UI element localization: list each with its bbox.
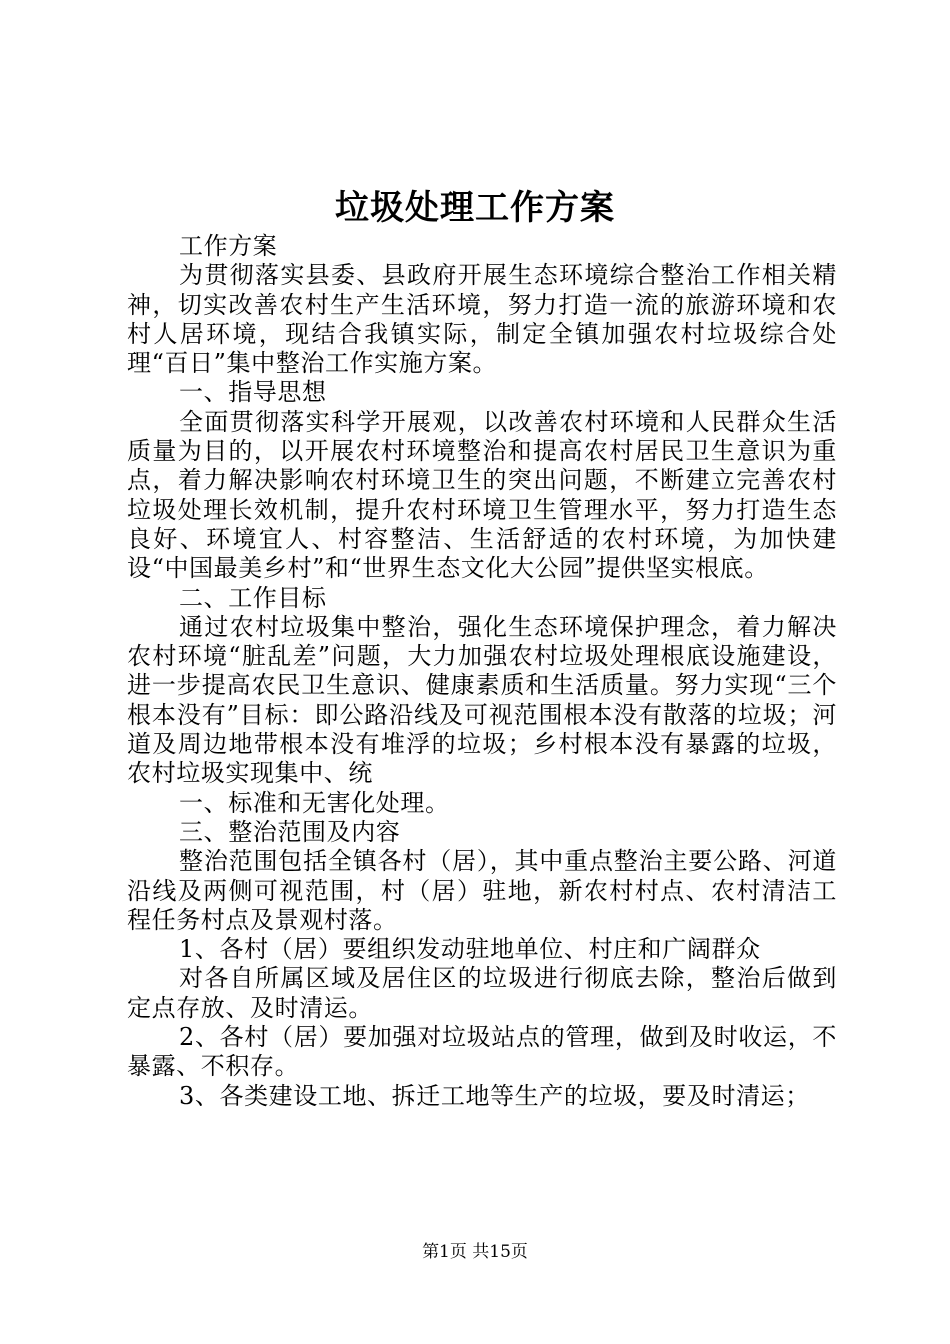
page-footer: 第1页 共15页 (422, 1242, 528, 1262)
paragraph: 一、标准和无害化处理。 (179, 788, 450, 817)
section-heading: 二、工作目标 (179, 583, 327, 612)
paragraph: 1、各村（居）要组织发动驻地单位、村庄和广阔群众 (179, 935, 761, 964)
paragraph: 整治范围包括全镇各村（居），其中重点整治主要公路、河道沿线及两侧可视范围，村（居）驻地，新农村村点、农村清洁工程任务村点及景观村落。 (127, 847, 837, 934)
document-title: 垃圾处理工作方案 (335, 188, 615, 228)
paragraph: 通过农村垃圾集中整治，强化生态环境保护理念，着力解决农村环境“脏乱差”问题，大力加强农村垃圾处理根底设施建设，进一步提高农民卫生意识、健康素质和生活质量。努力实现“三个根本没有”目标：即公路沿线及可视范围根本没有散落的垃圾；河道及周边地带根本没有堆浮的垃圾；乡村根本没有暴露的垃圾，农村垃圾实现集中、统 (127, 612, 837, 788)
paragraph: 全面贯彻落实科学开展观，以改善农村环境和人民群众生活质量为目的，以开展农村环境整治和提高农村居民卫生意识为重点，着力解决影响农村环境卫生的突出问题，不断建立完善农村垃圾处理长效机制，提升农村环境卫生管理水平，努力打造生态良好、环境宜人、村容整洁、生活舒适的农村环境，为加快建设“中国最美乡村”和“世界生态文化大公园”提供坚实根底。 (127, 407, 837, 583)
section-heading: 三、整治范围及内容 (179, 817, 401, 846)
paragraph: 2、各村（居）要加强对垃圾站点的管理，做到及时收运，不暴露、不积存。 (127, 1023, 837, 1081)
paragraph: 对各自所属区域及居住区的垃圾进行彻底去除，整治后做到定点存放、及时清运。 (127, 964, 837, 1022)
paragraph: 为贯彻落实县委、县政府开展生态环境综合整治工作相关精神，切实改善农村生产生活环境，努力打造一流的旅游环境和农村人居环境，现结合我镇实际，制定全镇加强农村垃圾综合处理“百日”集中整治工作实施方案。 (127, 261, 837, 378)
paragraph: 3、各类建设工地、拆迁工地等生产的垃圾，要及时清运； (179, 1081, 810, 1110)
document-body (127, 232, 837, 1111)
section-heading: 一、指导思想 (179, 378, 327, 407)
paragraph: 工作方案 (179, 232, 278, 260)
